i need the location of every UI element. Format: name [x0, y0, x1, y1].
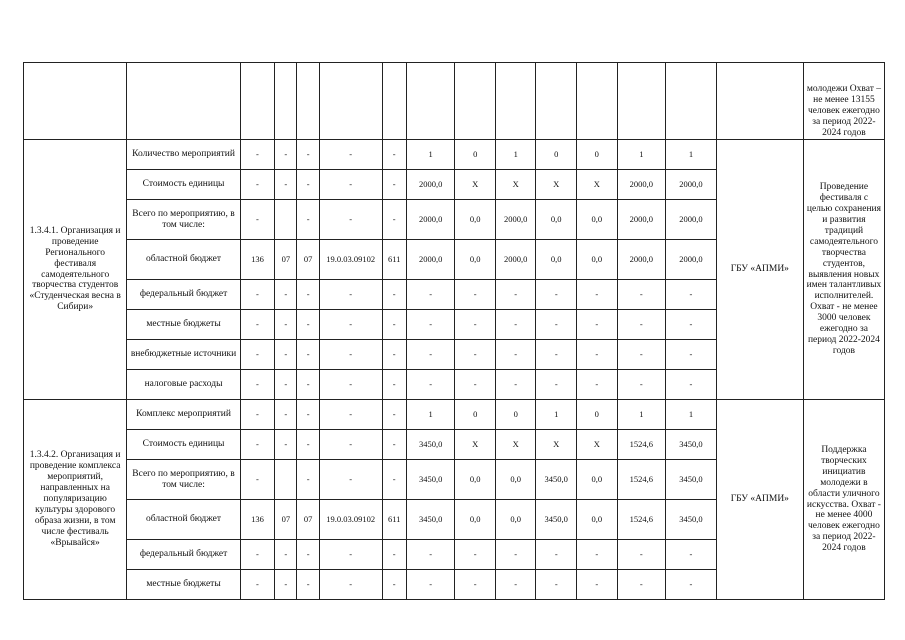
value-cell: - — [275, 400, 297, 430]
row-label: областной бюджет — [127, 240, 240, 280]
value-cell: 1524,6 — [617, 500, 666, 540]
value-cell: - — [536, 540, 577, 570]
value-cell: 136 — [240, 240, 274, 280]
value-cell: 1 — [406, 140, 455, 170]
value-cell: - — [406, 310, 455, 340]
value-cell: - — [275, 540, 297, 570]
row-label: Всего по мероприятию, в том числе: — [127, 460, 240, 500]
value-cell: 2000,0 — [495, 200, 536, 240]
value-cell: 0,0 — [577, 200, 618, 240]
value-cell: 0,0 — [455, 200, 496, 240]
value-cell: - — [617, 280, 666, 310]
value-cell: 2000,0 — [666, 170, 717, 200]
event-name-cell: 1.3.4.1. Организация и проведение Регионального фестиваля самодеятельного творчества студентов «Студенческая весна в Сибири» — [24, 140, 127, 400]
value-cell: - — [495, 310, 536, 340]
value-cell: 2000,0 — [666, 200, 717, 240]
value-cell: - — [495, 570, 536, 600]
value-cell: - — [455, 540, 496, 570]
row-label: внебюджетные источники — [127, 340, 240, 370]
indicator-cell: молодежи Охват – не менее 13155 человек ежегодно за период 2022-2024 годов — [803, 63, 884, 140]
value-cell: 19.0.03.09102 — [319, 240, 382, 280]
value-cell: 0,0 — [455, 500, 496, 540]
value-cell: - — [666, 280, 717, 310]
value-cell: - — [495, 280, 536, 310]
row-label: федеральный бюджет — [127, 280, 240, 310]
value-cell: - — [495, 370, 536, 400]
value-cell: 1 — [536, 400, 577, 430]
value-cell: Х — [536, 430, 577, 460]
value-cell: - — [297, 540, 319, 570]
value-cell: - — [275, 570, 297, 600]
value-cell: - — [577, 310, 618, 340]
value-cell: 2000,0 — [617, 200, 666, 240]
value-cell: - — [536, 310, 577, 340]
value-cell: - — [240, 340, 274, 370]
value-cell: - — [666, 310, 717, 340]
value-cell: - — [536, 570, 577, 600]
row-label: местные бюджеты — [127, 570, 240, 600]
value-cell: 0,0 — [536, 240, 577, 280]
executor-cell: ГБУ «АПМИ» — [716, 140, 803, 400]
value-cell: - — [536, 340, 577, 370]
value-cell — [275, 460, 297, 500]
value-cell: 0,0 — [495, 500, 536, 540]
value-cell: 07 — [275, 240, 297, 280]
value-cell: 1 — [495, 140, 536, 170]
value-cell: - — [617, 310, 666, 340]
value-cell: 2000,0 — [495, 240, 536, 280]
value-cell: - — [406, 370, 455, 400]
value-cell: - — [577, 340, 618, 370]
value-cell: 1 — [666, 140, 717, 170]
value-cell: 2000,0 — [666, 240, 717, 280]
value-cell: - — [319, 540, 382, 570]
row-label: Комплекс мероприятий — [127, 400, 240, 430]
value-cell: 3450,0 — [406, 500, 455, 540]
value-cell: - — [240, 280, 274, 310]
value-cell: - — [275, 430, 297, 460]
value-cell: 3450,0 — [536, 460, 577, 500]
value-cell: Х — [577, 170, 618, 200]
value-cell: - — [666, 570, 717, 600]
value-cell: - — [382, 430, 406, 460]
value-cell: 611 — [382, 240, 406, 280]
row-label: Стоимость единицы — [127, 170, 240, 200]
value-cell: Х — [577, 430, 618, 460]
value-cell: 0,0 — [536, 200, 577, 240]
value-cell: - — [319, 310, 382, 340]
value-cell: 2000,0 — [617, 240, 666, 280]
value-cell: 0 — [577, 140, 618, 170]
value-cell: - — [319, 200, 382, 240]
value-cell: - — [382, 460, 406, 500]
value-cell: - — [297, 460, 319, 500]
value-cell: - — [297, 140, 319, 170]
event-name-cell: 1.3.4.2. Организация и проведение комплекса мероприятий, направленных на популяризацию культуры здорового образа жизни, в том числе фестиваль «Врывайся» — [24, 400, 127, 600]
value-cell: - — [382, 310, 406, 340]
value-cell: - — [406, 570, 455, 600]
table-row — [24, 63, 885, 140]
value-cell: 3450,0 — [666, 430, 717, 460]
table-row — [24, 400, 885, 430]
row-label: Количество мероприятий — [127, 140, 240, 170]
value-cell: - — [382, 340, 406, 370]
value-cell: - — [319, 170, 382, 200]
value-cell: - — [297, 370, 319, 400]
value-cell: - — [495, 340, 536, 370]
value-cell: - — [617, 540, 666, 570]
value-cell: - — [275, 370, 297, 400]
value-cell: 0 — [495, 400, 536, 430]
value-cell: - — [319, 570, 382, 600]
value-cell: - — [577, 540, 618, 570]
value-cell — [275, 200, 297, 240]
value-cell: - — [577, 570, 618, 600]
value-cell: - — [297, 430, 319, 460]
value-cell: Х — [455, 430, 496, 460]
value-cell: - — [455, 310, 496, 340]
value-cell: - — [382, 200, 406, 240]
value-cell: - — [666, 340, 717, 370]
value-cell: - — [382, 570, 406, 600]
value-cell: - — [297, 400, 319, 430]
value-cell: Х — [495, 430, 536, 460]
value-cell: 2000,0 — [406, 240, 455, 280]
value-cell: 3450,0 — [666, 460, 717, 500]
value-cell: 3450,0 — [536, 500, 577, 540]
value-cell: 136 — [240, 500, 274, 540]
value-cell: 1 — [617, 140, 666, 170]
value-cell: - — [455, 370, 496, 400]
row-label: налоговые расходы — [127, 370, 240, 400]
table-row — [24, 140, 885, 170]
value-cell: - — [382, 400, 406, 430]
value-cell: - — [275, 170, 297, 200]
value-cell: 1524,6 — [617, 460, 666, 500]
value-cell: 3450,0 — [406, 430, 455, 460]
value-cell: - — [319, 370, 382, 400]
value-cell: - — [319, 460, 382, 500]
value-cell: - — [297, 310, 319, 340]
value-cell: 1524,6 — [617, 430, 666, 460]
value-cell: 611 — [382, 500, 406, 540]
value-cell: 0,0 — [577, 460, 618, 500]
value-cell: - — [297, 570, 319, 600]
row-label: Стоимость единицы — [127, 430, 240, 460]
value-cell: - — [406, 540, 455, 570]
value-cell: - — [240, 460, 274, 500]
value-cell: - — [275, 140, 297, 170]
value-cell: - — [240, 400, 274, 430]
value-cell: 0 — [577, 400, 618, 430]
value-cell: - — [297, 340, 319, 370]
value-cell: - — [406, 280, 455, 310]
value-cell: - — [240, 140, 274, 170]
value-cell: - — [240, 430, 274, 460]
value-cell: 1 — [666, 400, 717, 430]
value-cell: - — [240, 570, 274, 600]
value-cell: - — [382, 370, 406, 400]
value-cell: - — [536, 280, 577, 310]
value-cell: 0 — [536, 140, 577, 170]
value-cell: - — [406, 340, 455, 370]
value-cell: - — [577, 280, 618, 310]
value-cell: - — [536, 370, 577, 400]
value-cell: - — [240, 540, 274, 570]
value-cell: - — [319, 400, 382, 430]
row-label: местные бюджеты — [127, 310, 240, 340]
value-cell: 3450,0 — [406, 460, 455, 500]
value-cell: - — [382, 170, 406, 200]
value-cell: - — [666, 540, 717, 570]
value-cell: 2000,0 — [406, 170, 455, 200]
value-cell: 2000,0 — [406, 200, 455, 240]
value-cell: - — [240, 370, 274, 400]
value-cell: - — [455, 280, 496, 310]
value-cell: - — [319, 430, 382, 460]
value-cell: 0,0 — [455, 460, 496, 500]
value-cell: 19.0.03.09102 — [319, 500, 382, 540]
value-cell: - — [319, 140, 382, 170]
indicator-cell: Проведение фестиваля с целью сохранения и развития традиций самодеятельного творчества студентов, выявления новых имен талантливых исполнителей. Охват - не менее 3000 человек ежегодно за период 2022-2024 годов — [803, 140, 884, 400]
value-cell: 0 — [455, 140, 496, 170]
value-cell: - — [617, 340, 666, 370]
value-cell: - — [240, 200, 274, 240]
value-cell: 07 — [297, 240, 319, 280]
value-cell: - — [297, 170, 319, 200]
value-cell: - — [455, 570, 496, 600]
value-cell: 07 — [275, 500, 297, 540]
value-cell: 0,0 — [455, 240, 496, 280]
row-label: областной бюджет — [127, 500, 240, 540]
value-cell: 0 — [455, 400, 496, 430]
value-cell: - — [275, 280, 297, 310]
value-cell: 07 — [297, 500, 319, 540]
value-cell: - — [297, 200, 319, 240]
value-cell: Х — [455, 170, 496, 200]
value-cell: - — [382, 540, 406, 570]
executor-cell: ГБУ «АПМИ» — [716, 400, 803, 600]
indicator-cell: Поддержка творческих инициатив молодежи в области уличного искусства. Охват - не менее 4000 человек ежегодно за период 2022-2024 годов — [803, 400, 884, 600]
value-cell: - — [297, 280, 319, 310]
value-cell: - — [617, 370, 666, 400]
value-cell: Х — [536, 170, 577, 200]
value-cell: 0,0 — [577, 240, 618, 280]
value-cell: Х — [495, 170, 536, 200]
value-cell: 0,0 — [495, 460, 536, 500]
budget-table — [23, 62, 885, 600]
value-cell: - — [319, 340, 382, 370]
value-cell: 2000,0 — [617, 170, 666, 200]
value-cell: 3450,0 — [666, 500, 717, 540]
value-cell: 1 — [406, 400, 455, 430]
value-cell: - — [240, 310, 274, 340]
row-label: федеральный бюджет — [127, 540, 240, 570]
value-cell: - — [455, 340, 496, 370]
value-cell: - — [382, 280, 406, 310]
row-label: Всего по мероприятию, в том числе: — [127, 200, 240, 240]
value-cell: - — [382, 140, 406, 170]
value-cell: - — [275, 310, 297, 340]
value-cell: - — [495, 540, 536, 570]
value-cell: - — [240, 170, 274, 200]
value-cell: - — [275, 340, 297, 370]
value-cell: 0,0 — [577, 500, 618, 540]
value-cell: - — [617, 570, 666, 600]
value-cell: 1 — [617, 400, 666, 430]
value-cell: - — [666, 370, 717, 400]
value-cell: - — [577, 370, 618, 400]
value-cell: - — [319, 280, 382, 310]
